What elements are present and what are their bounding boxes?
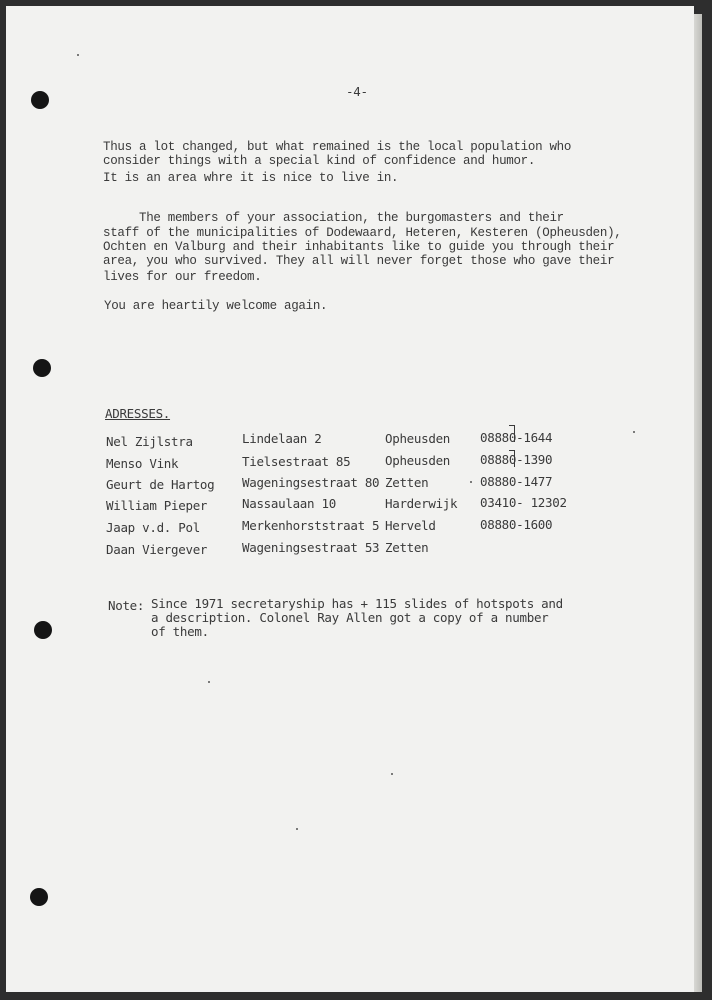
paragraph-1-line: It is an area whre it is nice to live in. (103, 171, 399, 185)
handwritten-bracket-mark (509, 425, 515, 442)
paper-speck (633, 431, 635, 433)
address-street: Lindelaan 2 (242, 431, 322, 446)
punch-hole-3 (34, 621, 52, 639)
paragraph-2-line: Ochten en Valburg and their inhabitants like to guide you through their (103, 240, 615, 254)
address-name: Nel Zijlstra (106, 434, 193, 449)
page-edge-shadow (694, 14, 702, 992)
address-town: Opheusden (385, 453, 451, 468)
paragraph-2-line: The members of your association, the burgomasters and their (103, 211, 564, 225)
address-street: Nassaulaan 10 (242, 496, 336, 511)
address-name: Menso Vink (106, 456, 179, 471)
punch-hole-1 (31, 91, 49, 109)
note-label: Note: (108, 598, 145, 613)
address-phone: 08880-1477 (480, 474, 553, 489)
handwritten-bracket-mark (509, 450, 515, 467)
page-number: -4- (346, 84, 368, 99)
address-name: Jaap v.d. Pol (106, 520, 200, 535)
paragraph-1-line: consider things with a special kind of confidence and humor. (103, 154, 536, 168)
paper-speck (208, 681, 210, 683)
address-street: Wageningsestraat 53 (242, 540, 380, 555)
address-town: Zetten (385, 540, 429, 555)
paragraph-1-line: Thus a lot changed, but what remained is the local population who (103, 140, 572, 154)
address-town: Herveld (385, 518, 436, 533)
punch-hole-2 (33, 359, 51, 377)
paragraph-2-line: area, you who survived. They all will never forget those who gave their (103, 254, 615, 268)
note-text (151, 596, 563, 646)
paragraph-2-line: staff of the municipalities of Dodewaard, Heteren, Kesteren (Opheusden), (103, 226, 622, 240)
addresses-heading: ADRESSES. (105, 406, 171, 421)
address-name: William Pieper (106, 498, 208, 513)
address-name: Geurt de Hartog (106, 477, 215, 492)
address-phone: 03410- 12302 (480, 495, 567, 510)
address-town: Opheusden (385, 431, 451, 446)
closing-line: You are heartily welcome again. (104, 299, 328, 313)
paper-speck (296, 828, 298, 830)
paragraph-2 (103, 211, 622, 284)
address-name: Daan Viergever (106, 542, 208, 557)
punch-hole-4 (30, 888, 48, 906)
address-phone: 08880-1390 (480, 452, 553, 467)
paper-speck (391, 773, 393, 775)
paragraph-1 (103, 140, 572, 189)
note-line: of them. (151, 624, 209, 639)
paragraph-2-line: lives for our freedom. (103, 270, 262, 284)
note-line: a description. Colonel Ray Allen got a copy of a number (151, 610, 549, 625)
address-town: Zetten (385, 475, 429, 490)
address-town: Harderwijk (385, 496, 458, 511)
paper-speck (470, 481, 472, 483)
address-street: Tielsestraat 85 (242, 454, 351, 469)
address-street: Merkenhorststraat 5 (242, 518, 380, 533)
address-street: Wageningsestraat 80 (242, 475, 380, 490)
paper-speck (77, 54, 79, 56)
address-phone: 08880-1600 (480, 517, 553, 532)
address-phone: 08880-1644 (480, 430, 553, 445)
note-line: Since 1971 secretaryship has + 115 slides of hotspots and (151, 596, 563, 611)
